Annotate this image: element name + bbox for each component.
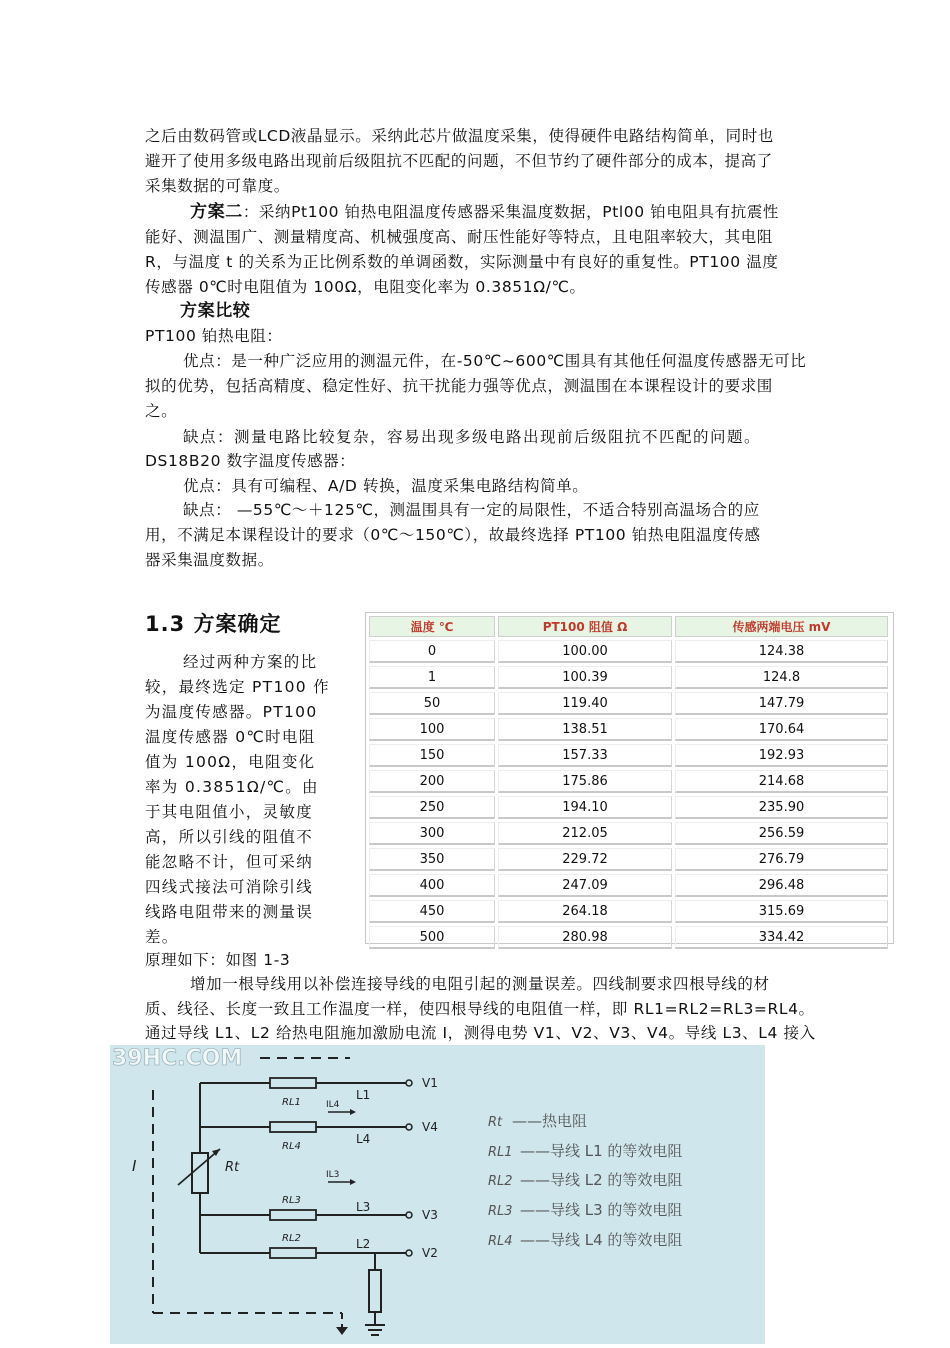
cell-resistance: 247.09 [498, 874, 672, 897]
variable-arrow [178, 1149, 220, 1185]
table-row [369, 666, 888, 689]
terminal-v3 [406, 1212, 412, 1218]
table-row [369, 718, 888, 741]
compare-heading: 方案比较 [180, 301, 251, 321]
resistor-label: RL3 [282, 1195, 301, 1206]
cell-temperature: 0 [369, 640, 495, 663]
arrow-down-icon [336, 1327, 348, 1335]
pt100-disadvantage: 缺点：测量电路比较复杂，容易出现多级电路出现前后级阻抗不匹配的问题。 [183, 428, 762, 446]
resistor-rl3 [270, 1210, 316, 1220]
table-row [369, 822, 888, 845]
cell-voltage: 315.69 [675, 900, 888, 923]
watermark: 39HC.COM [112, 1046, 243, 1071]
text-line: 质、线径、长度一致且工作温度一样，使四根导线的电阻值一样，即 RL1=RL2=RL3=RL4。 [145, 1000, 815, 1018]
terminal-v1 [406, 1080, 412, 1086]
text-line: 器采集温度数据。 [145, 551, 274, 569]
ds18b20-title: DS18B20 数字温度传感器： [145, 452, 356, 470]
circuit-diagram [110, 1045, 765, 1344]
cell-resistance: 138.51 [498, 718, 672, 741]
cell-voltage: 147.79 [675, 692, 888, 715]
cell-voltage: 256.59 [675, 822, 888, 845]
node-label: V3 [422, 1208, 438, 1222]
sensor-label: Rt [225, 1160, 240, 1175]
cell-voltage: 334.42 [675, 926, 888, 949]
table-row [369, 848, 888, 871]
sensor-resistor [192, 1153, 208, 1193]
cell-voltage: 170.64 [675, 718, 888, 741]
node-label: V4 [422, 1120, 438, 1134]
legend-symbol: RL2 [488, 1174, 513, 1189]
scheme2-label: 方案二 [190, 202, 243, 222]
text-line: 用，不满足本课程设计的要求（0℃～150℃），故最终选择 PT100 铂热电阻温度传感 [145, 526, 761, 544]
cell-resistance: 280.98 [498, 926, 672, 949]
arrow-right-icon [350, 1109, 356, 1115]
legend-text: ——导线 L2 的等效电阻 [520, 1171, 683, 1189]
resistor-label: RL1 [282, 1097, 301, 1108]
cell-temperature: 400 [369, 874, 495, 897]
legend [488, 1112, 682, 1249]
ds18b20-advantage: 优点：具有可编程、A/D 转换，温度采集电路结构简单。 [183, 477, 589, 495]
legend-text: ——热电阻 [512, 1112, 588, 1130]
cell-voltage: 124.38 [675, 640, 888, 663]
cell-temperature: 50 [369, 692, 495, 715]
legend-symbol: RL4 [488, 1234, 513, 1249]
pt100-title: PT100 铂热电阻： [145, 327, 283, 345]
cell-temperature: 450 [369, 900, 495, 923]
cell-resistance: 194.10 [498, 796, 672, 819]
wire-label: L4 [356, 1132, 371, 1146]
four-wire-circuit-figure [110, 1045, 765, 1344]
cell-resistance: 175.86 [498, 770, 672, 793]
arrow-right-icon [350, 1179, 356, 1185]
table-row [369, 874, 888, 897]
text-line: 优点：是一种广泛应用的测温元件，在-50℃~600℃围具有其他任何温度传感器无可比 [183, 352, 807, 370]
side-text: 线路电阻带来的测量误 [145, 903, 314, 921]
resistor-rl4 [270, 1122, 316, 1132]
cell-resistance: 119.40 [498, 692, 672, 715]
text-line: 采集数据的可靠度。 [145, 177, 290, 195]
load-resistor [369, 1270, 381, 1312]
cell-voltage: 124.8 [675, 666, 888, 689]
terminal-v2 [406, 1250, 412, 1256]
resistor-rl1 [270, 1078, 316, 1088]
table-header-row [369, 616, 888, 637]
wire-label: L1 [356, 1088, 371, 1102]
cell-resistance: 264.18 [498, 900, 672, 923]
text-line: 之。 [145, 402, 178, 420]
cell-temperature: 1 [369, 666, 495, 689]
side-text: 经过两种方案的比 [183, 653, 318, 671]
table-row [369, 796, 888, 819]
text-line: 能好、测温围广、测量精度高、机械强度高、耐压性能好等特点，且电阻率较大，其电阻 [145, 228, 773, 246]
legend-text: ——导线 L4 的等效电阻 [520, 1231, 683, 1249]
side-text: 为温度传感器。PT100 [145, 703, 318, 721]
current-label: IL3 [326, 1170, 340, 1180]
terminal-v4 [406, 1124, 412, 1130]
table-row [369, 770, 888, 793]
cell-voltage: 214.68 [675, 770, 888, 793]
table-row [369, 692, 888, 715]
resistor-label: RL2 [282, 1233, 301, 1244]
cell-resistance: 157.33 [498, 744, 672, 767]
wire-label: L2 [356, 1237, 371, 1251]
pt100-data-table [365, 612, 894, 944]
table-row [369, 926, 888, 949]
cell-resistance: 100.39 [498, 666, 672, 689]
section-heading: 1.3 方案确定 [145, 612, 282, 636]
text-line: 传感器 0℃时电阻值为 100Ω，电阻变化率为 0.3851Ω/℃。 [145, 278, 586, 296]
table-row [369, 640, 888, 663]
cell-voltage: 192.93 [675, 744, 888, 767]
header-resistance: PT100 阻值 Ω [498, 616, 672, 637]
table-body [369, 640, 888, 949]
text-line: 拟的优势，包括高精度、稳定性好、抗干扰能力强等优点，测温围在本课程设计的要求围 [145, 377, 773, 395]
cell-temperature: 250 [369, 796, 495, 819]
side-text: 差。 [145, 928, 179, 946]
cell-resistance: 100.00 [498, 640, 672, 663]
side-text: 高，所以引线的阻值不 [145, 828, 314, 846]
side-text: 较，最终选定 PT100 作 [145, 678, 330, 696]
legend-symbol: RL1 [488, 1145, 513, 1160]
scheme2-first-line [190, 200, 779, 225]
side-text: 值为 100Ω，电阻变化 [145, 753, 316, 771]
cell-voltage: 276.79 [675, 848, 888, 871]
table-row [369, 900, 888, 923]
side-text: 率为 0.3851Ω/℃。由 [145, 778, 319, 796]
header-temperature: 温度 ℃ [369, 616, 495, 637]
side-text: 能忽略不计，但可采纳 [145, 853, 314, 871]
text-line: R，与温度 t 的关系为正比例系数的单调函数，实际测量中有良好的重复性。PT100 温度 [145, 253, 779, 271]
table-row [369, 744, 888, 767]
text-line: 缺点： —55℃～＋125℃，测温围具有一定的局限性，不适合特别高温场合的应 [183, 501, 760, 519]
cell-resistance: 212.05 [498, 822, 672, 845]
text-line: 避开了使用多级电路出现前后级阻抗不匹配的问题，不但节约了硬件部分的成本，提高了 [145, 152, 773, 170]
node-label: V1 [422, 1076, 438, 1090]
text-line: 通过导线 L1、L2 给热电阻施加激励电流 I，测得电势 V1、V2、V3、V4。导线 L3、L4 接入 [145, 1024, 816, 1042]
cell-voltage: 235.90 [675, 796, 888, 819]
legend-symbol: RL3 [488, 1204, 513, 1219]
legend-symbol: Rt [488, 1115, 503, 1130]
cell-resistance: 229.72 [498, 848, 672, 871]
current-label: I [132, 1157, 137, 1175]
wire-label: L3 [356, 1200, 371, 1214]
text-line: 之后由数码管或LCD液晶显示。采纳此芯片做温度采集，使得硬件电路结构简单，同时也 [145, 127, 774, 145]
resistor-label: RL4 [282, 1141, 301, 1152]
cell-temperature: 200 [369, 770, 495, 793]
scheme2-text: ：采纳Pt100 铂热电阻温度传感器采集温度数据，Ptl00 铂电阻具有抗震性 [242, 203, 780, 221]
cell-temperature: 500 [369, 926, 495, 949]
side-text: 温度传感器 0℃时电阻 [145, 728, 316, 746]
resistor-rl2 [270, 1248, 316, 1258]
cell-temperature: 100 [369, 718, 495, 741]
current-label: IL4 [326, 1100, 340, 1110]
side-text: 四线式接法可消除引线 [145, 878, 314, 896]
cell-temperature: 150 [369, 744, 495, 767]
header-voltage: 传感两端电压 mV [675, 616, 888, 637]
node-label: V2 [422, 1246, 438, 1260]
legend-text: ——导线 L3 的等效电阻 [520, 1201, 683, 1219]
side-text: 于其电阻值小，灵敏度 [145, 803, 314, 821]
legend-text: ——导线 L1 的等效电阻 [520, 1142, 683, 1160]
cell-temperature: 300 [369, 822, 495, 845]
text-line: 增加一根导线用以补偿连接导线的电阻引起的测量误差。四线制要求四根导线的材 [190, 975, 770, 993]
cell-voltage: 296.48 [675, 874, 888, 897]
principle-text: 原理如下：如图 1-3 [145, 951, 291, 969]
cell-temperature: 350 [369, 848, 495, 871]
